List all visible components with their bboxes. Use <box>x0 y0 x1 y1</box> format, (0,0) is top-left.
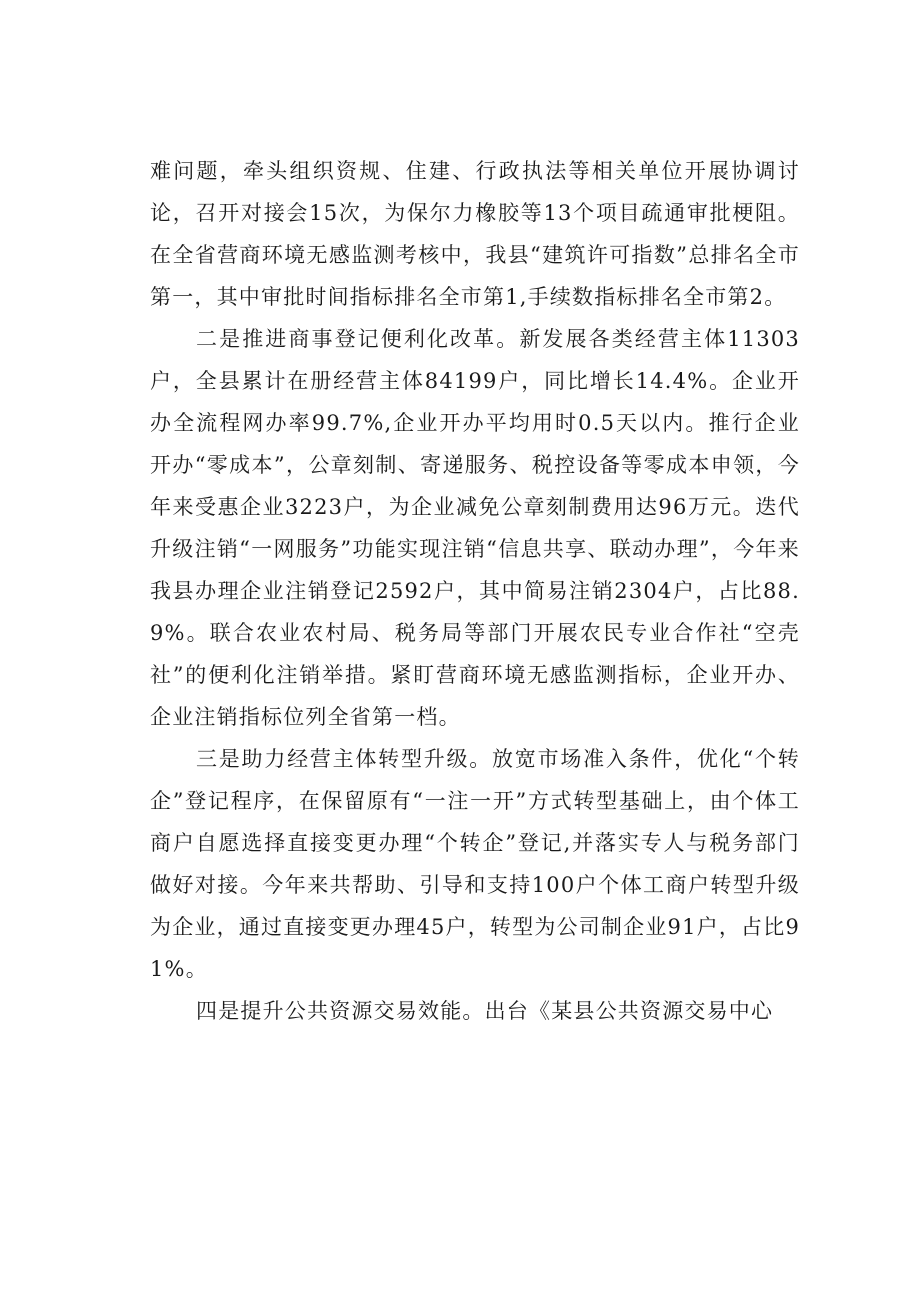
paragraph-commercial-registration: 二是推进商事登记便利化改革。新发展各类经营主体11303户，全县累计在册经营主体84199户，同比增长14.4%。企业开办全流程网办率99.7%,企业开办平均用时0.5天以内。推行企业开办“零成本”，公章刻制、寄递服务、税控设备等零成本申领，今年来受惠企业3223户，为企业减免公章刻制费用达96万元。迭代升级注销“一网服务”功能实现注销“信息共享、联动办理”，今年来我县办理企业注销登记2592户，其中简易注销2304户，占比88.9%。联合农业农村局、税务局等部门开展农民专业合作社“空壳社”的便利化注销举措。紧盯营商环境无感监测指标，企业开办、企业注销指标位列全省第一档。 <box>150 327 800 729</box>
paragraph-public-resource-trading: 四是提升公共资源交易效能。出台《某县公共资源交易中心 <box>196 999 774 1023</box>
document-body <box>150 150 800 1032</box>
paragraph-business-transformation: 三是助力经营主体转型升级。放宽市场准入条件，优化“个转企”登记程序，在保留原有“一注一开”方式转型基础上，由个体工商户自愿选择直接变更办理“个转企”登记,并落实专人与税务部门做好对接。今年来共帮助、引导和支持100户个体工商户转型升级为企业，通过直接变更办理45户，转型为公司制企业91户，占比91%。 <box>150 747 801 981</box>
paragraph-approval-continuation: 难问题，牵头组织资规、住建、行政执法等相关单位开展协调讨论，召开对接会15次，为保尔力橡胶等13个项目疏通审批梗阻。在全省营商环境无感监测考核中，我县“建筑许可指数”总排名全市第一，其中审批时间指标排名全市第1,手续数指标排名全市第2。 <box>150 159 800 309</box>
